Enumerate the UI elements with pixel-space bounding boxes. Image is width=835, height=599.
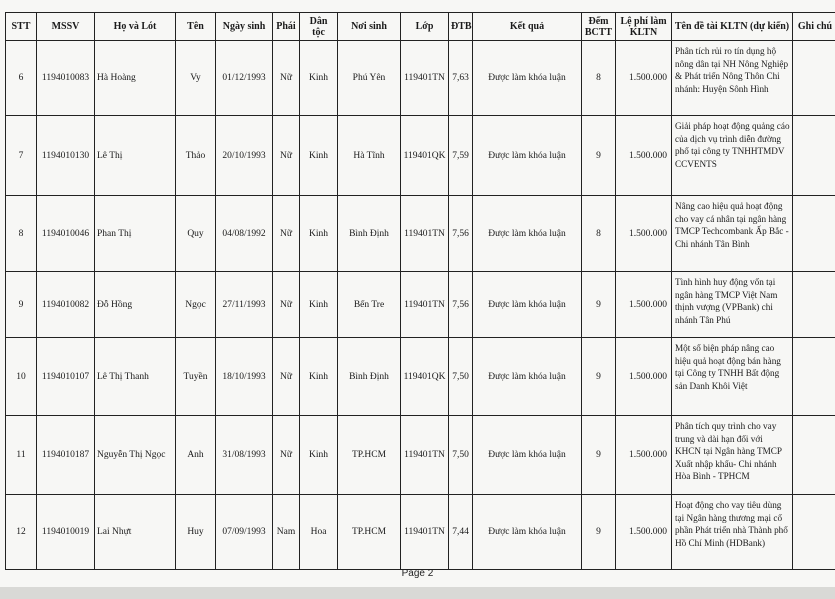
cell-stt: 11 — [6, 416, 37, 495]
cell-dem-bctt: 8 — [582, 41, 616, 116]
header-stt: STT — [6, 13, 37, 41]
cell-ngay-sinh: 20/10/1993 — [216, 116, 273, 196]
cell-dtb: 7,50 — [449, 338, 473, 416]
header-ten: Tên — [176, 13, 216, 41]
cell-ten: Anh — [176, 416, 216, 495]
cell-stt: 9 — [6, 272, 37, 338]
cell-ho-lot: Nguyễn Thị Ngọc — [95, 416, 176, 495]
table-row — [6, 495, 835, 570]
cell-ghi-chu — [793, 338, 835, 416]
cell-dan-toc: Kinh — [300, 116, 338, 196]
cell-ho-lot: Đỗ Hồng — [95, 272, 176, 338]
cell-mssv: 1194010019 — [37, 495, 95, 570]
cell-ket-qua: Được làm khóa luận — [473, 495, 582, 570]
header-noi-sinh: Nơi sinh — [338, 13, 401, 41]
cell-noi-sinh: Phú Yên — [338, 41, 401, 116]
header-le-phi: Lệ phí làm KLTN — [616, 13, 672, 41]
header-ghi-chu: Ghi chú — [793, 13, 835, 41]
cell-ngay-sinh: 07/09/1993 — [216, 495, 273, 570]
table-header-row — [6, 13, 835, 41]
cell-dem-bctt: 9 — [582, 495, 616, 570]
cell-noi-sinh: Bến Tre — [338, 272, 401, 338]
header-lop: Lớp — [401, 13, 449, 41]
cell-phai: Nam — [273, 495, 300, 570]
cell-noi-sinh: Hà Tĩnh — [338, 116, 401, 196]
cell-phai: Nữ — [273, 41, 300, 116]
header-ho-lot: Họ và Lót — [95, 13, 176, 41]
cell-le-phi: 1.500.000 — [616, 196, 672, 272]
cell-stt: 10 — [6, 338, 37, 416]
cell-dan-toc: Kinh — [300, 338, 338, 416]
cell-ghi-chu — [793, 196, 835, 272]
cell-lop: 119401QK — [401, 116, 449, 196]
table-row — [6, 116, 835, 196]
cell-ket-qua: Được làm khóa luận — [473, 416, 582, 495]
cell-noi-sinh: TP.HCM — [338, 416, 401, 495]
cell-dem-bctt: 8 — [582, 196, 616, 272]
cell-phai: Nữ — [273, 272, 300, 338]
scan-edge — [0, 587, 835, 599]
cell-phai: Nữ — [273, 416, 300, 495]
cell-mssv: 1194010107 — [37, 338, 95, 416]
cell-phai: Nữ — [273, 196, 300, 272]
cell-le-phi: 1.500.000 — [616, 272, 672, 338]
cell-ten-de-tai: Tình hình huy động vốn tại ngân hàng TMCP Việt Nam thịnh vượng (VPBank) chi nhánh Tân Phú — [672, 272, 793, 338]
cell-stt: 6 — [6, 41, 37, 116]
cell-lop: 119401QK — [401, 338, 449, 416]
header-ngay-sinh: Ngày sinh — [216, 13, 273, 41]
cell-lop: 119401TN — [401, 41, 449, 116]
header-dtb: ĐTB — [449, 13, 473, 41]
cell-phai: Nữ — [273, 338, 300, 416]
cell-ten: Tuyền — [176, 338, 216, 416]
header-dan-toc: Dân tộc — [300, 13, 338, 41]
cell-dtb: 7,63 — [449, 41, 473, 116]
cell-ket-qua: Được làm khóa luận — [473, 41, 582, 116]
cell-dtb: 7,56 — [449, 272, 473, 338]
cell-ngay-sinh: 04/08/1992 — [216, 196, 273, 272]
table-row — [6, 338, 835, 416]
cell-ten: Quy — [176, 196, 216, 272]
table-row — [6, 416, 835, 495]
cell-ten: Huy — [176, 495, 216, 570]
cell-ho-lot: Phan Thị — [95, 196, 176, 272]
cell-ngay-sinh: 01/12/1993 — [216, 41, 273, 116]
page-number: Page 2 — [401, 568, 434, 579]
cell-ho-lot: Lai Nhựt — [95, 495, 176, 570]
cell-ghi-chu — [793, 116, 835, 196]
cell-le-phi: 1.500.000 — [616, 416, 672, 495]
cell-dtb: 7,50 — [449, 416, 473, 495]
cell-stt: 7 — [6, 116, 37, 196]
cell-ghi-chu — [793, 416, 835, 495]
cell-phai: Nữ — [273, 116, 300, 196]
cell-ten-de-tai: Hoạt động cho vay tiêu dùng tại Ngân hàng thương mại cổ phần Phát triển nhà Thành phố Hồ Chí Minh (HDBank) — [672, 495, 793, 570]
cell-ket-qua: Được làm khóa luận — [473, 196, 582, 272]
cell-le-phi: 1.500.000 — [616, 338, 672, 416]
cell-ten-de-tai: Giải pháp hoạt động quảng cáo của dịch vụ trình diễn đường phố tại công ty TNHHTMDV CCVENTS — [672, 116, 793, 196]
cell-ket-qua: Được làm khóa luận — [473, 338, 582, 416]
cell-lop: 119401TN — [401, 272, 449, 338]
header-dem-bctt: Đếm BCTT — [582, 13, 616, 41]
cell-ho-lot: Lê Thị Thanh — [95, 338, 176, 416]
cell-le-phi: 1.500.000 — [616, 116, 672, 196]
header-ket-qua: Kết quả — [473, 13, 582, 41]
cell-le-phi: 1.500.000 — [616, 495, 672, 570]
cell-ho-lot: Lê Thị — [95, 116, 176, 196]
table-row — [6, 41, 835, 116]
cell-ngay-sinh: 18/10/1993 — [216, 338, 273, 416]
cell-dtb: 7,59 — [449, 116, 473, 196]
cell-noi-sinh: TP.HCM — [338, 495, 401, 570]
cell-ten: Ngọc — [176, 272, 216, 338]
cell-dan-toc: Kinh — [300, 196, 338, 272]
cell-mssv: 1194010046 — [37, 196, 95, 272]
cell-noi-sinh: Bình Định — [338, 196, 401, 272]
cell-dtb: 7,44 — [449, 495, 473, 570]
cell-dem-bctt: 9 — [582, 272, 616, 338]
cell-ngay-sinh: 27/11/1993 — [216, 272, 273, 338]
cell-ho-lot: Hà Hoàng — [95, 41, 176, 116]
table-row — [6, 272, 835, 338]
cell-le-phi: 1.500.000 — [616, 41, 672, 116]
cell-ten-de-tai: Nâng cao hiệu quả hoạt động cho vay cá nhân tại ngân hàng TMCP Techcombank Ấp Bắc - Chi nhánh Tân Bình — [672, 196, 793, 272]
cell-mssv: 1194010187 — [37, 416, 95, 495]
cell-stt: 8 — [6, 196, 37, 272]
cell-ghi-chu — [793, 272, 835, 338]
cell-dan-toc: Hoa — [300, 495, 338, 570]
cell-ghi-chu — [793, 495, 835, 570]
cell-dan-toc: Kinh — [300, 416, 338, 495]
cell-dem-bctt: 9 — [582, 338, 616, 416]
cell-lop: 119401TN — [401, 196, 449, 272]
table-row — [6, 196, 835, 272]
cell-ten: Thảo — [176, 116, 216, 196]
cell-lop: 119401TN — [401, 416, 449, 495]
cell-dem-bctt: 9 — [582, 116, 616, 196]
header-ten-de-tai: Tên đề tài KLTN (dự kiến) — [672, 13, 793, 41]
cell-mssv: 1194010130 — [37, 116, 95, 196]
cell-dan-toc: Kinh — [300, 41, 338, 116]
cell-ten-de-tai: Phân tích quy trình cho vay trung và dài hạn đối với KHCN tại Ngân hàng TMCP Xuất nhập khẩu- Chi nhánh Hòa Bình - TPHCM — [672, 416, 793, 495]
student-table — [5, 12, 835, 570]
cell-dtb: 7,56 — [449, 196, 473, 272]
header-phai: Phái — [273, 13, 300, 41]
cell-dan-toc: Kinh — [300, 272, 338, 338]
cell-ten-de-tai: Phân tích rủi ro tín dụng hộ nông dân tại NH Nông Nghiệp & Phát triển Nông Thôn Chi nhánh: Huyện Sônh Hình — [672, 41, 793, 116]
cell-ket-qua: Được làm khóa luận — [473, 116, 582, 196]
cell-dem-bctt: 9 — [582, 416, 616, 495]
cell-lop: 119401TN — [401, 495, 449, 570]
cell-ten-de-tai: Một số biện pháp nâng cao hiệu quả hoạt động bán hàng tại Công ty TNHH Bất động sản Danh Khôi Việt — [672, 338, 793, 416]
cell-ten: Vy — [176, 41, 216, 116]
header-mssv: MSSV — [37, 13, 95, 41]
cell-mssv: 1194010082 — [37, 272, 95, 338]
cell-ket-qua: Được làm khóa luận — [473, 272, 582, 338]
cell-stt: 12 — [6, 495, 37, 570]
cell-ngay-sinh: 31/08/1993 — [216, 416, 273, 495]
cell-ghi-chu — [793, 41, 835, 116]
cell-mssv: 1194010083 — [37, 41, 95, 116]
cell-noi-sinh: Bình Định — [338, 338, 401, 416]
